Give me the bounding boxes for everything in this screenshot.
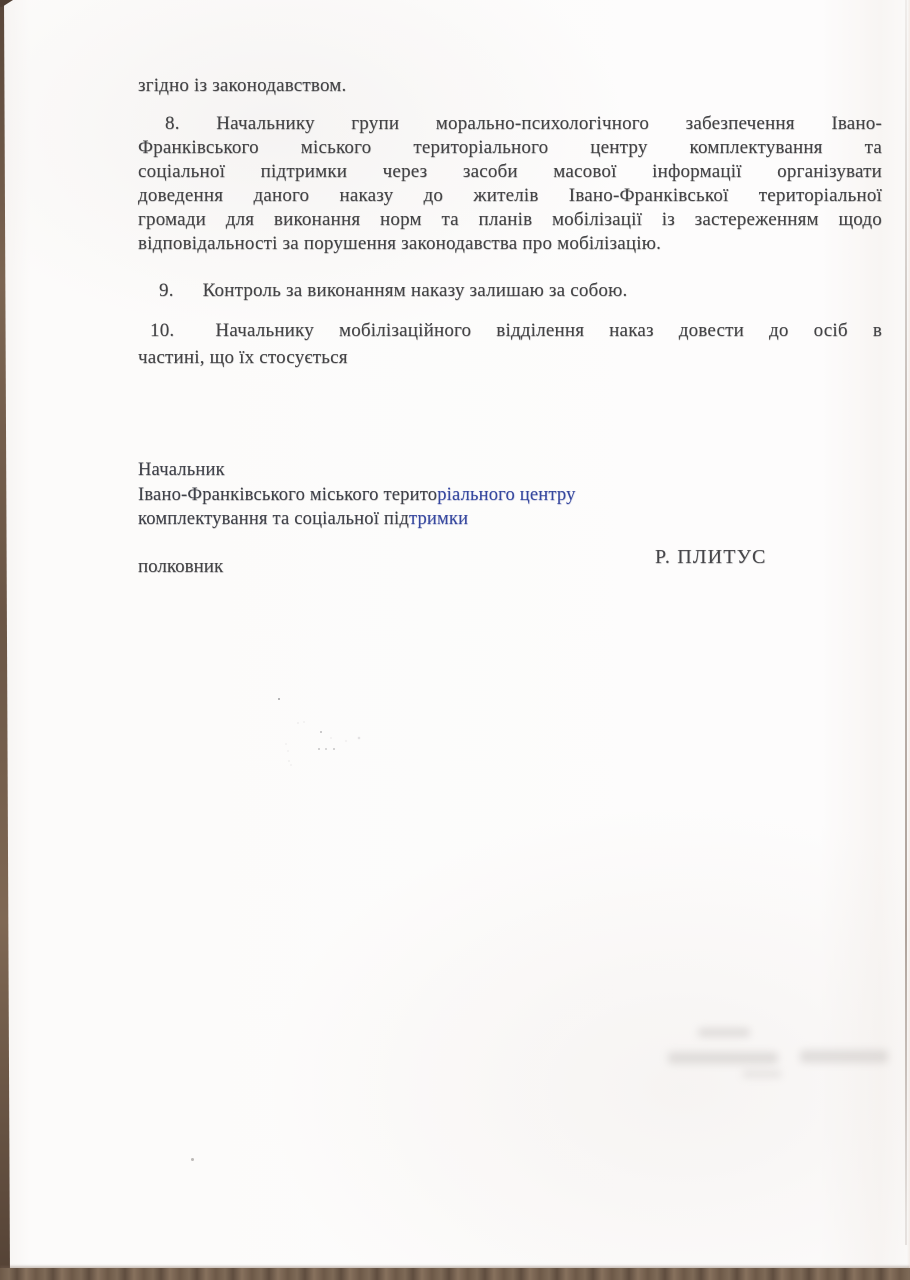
signature-title-text-blue: ріального центру: [437, 484, 576, 505]
paragraph-9: [138, 279, 903, 303]
ink-bleedthrough: [668, 1052, 778, 1064]
paragraph-8-line: відповідальності за порушення законодавства про мобілізацію.: [138, 233, 662, 254]
table-edge-left: [0, 0, 10, 1280]
paper-speck: [191, 1158, 194, 1161]
paragraph-10: [138, 317, 882, 371]
signature-title-text-blue: тримки: [408, 509, 469, 529]
ink-bleedthrough: [698, 1028, 750, 1037]
paragraph-8-line: соціальної підтримки через засоби масової інформації організувати: [138, 161, 882, 182]
signature-title-line: [138, 507, 882, 532]
paragraph-8: [138, 112, 882, 256]
signature-name: Р. ПЛИТУС: [655, 546, 767, 568]
paragraph-10-line: [138, 317, 882, 344]
signature-title-line: [138, 483, 882, 508]
signature-title-text: комплектування та соціальної під: [138, 509, 409, 529]
paragraph-8-line: Франківського міського територіального центру комплектування та: [138, 137, 882, 158]
paragraph-8-line: громади для виконання норм та планів мобілізації із застереженням щодо: [138, 209, 882, 230]
table-corner-mark: [0, 0, 13, 7]
paragraph-number: 10.: [150, 320, 175, 341]
paragraph-8-line: 8. Начальнику групи морально-психологічного забезпечення Івано-: [165, 113, 882, 134]
paragraph-text: Контроль за виконанням наказу залишаю за собою.: [202, 280, 628, 301]
paragraph-number: 9.: [159, 280, 174, 301]
pencil-smudge: [278, 698, 280, 700]
signature-rank: полковник: [138, 556, 224, 577]
table-edge-bottom: [0, 1268, 910, 1280]
paragraph-10-line: частині, що їх стосується: [138, 347, 348, 368]
paper-right-edge: [905, 0, 907, 1245]
signature-title-line: Начальник: [138, 460, 225, 480]
ink-bleedthrough: [742, 1070, 782, 1078]
paragraph-text: Начальнику мобілізаційного відділення наказ довести до осіб в: [215, 320, 882, 341]
intro-line: згідно із законодавством.: [138, 75, 347, 96]
ink-bleedthrough: [800, 1050, 888, 1063]
paragraph-8-line: доведення даного наказу до жителів Івано-Франківської територіальної: [138, 185, 882, 206]
signature-block: [138, 458, 882, 532]
signature-title-text: Івано-Франківського міського терито: [138, 484, 438, 505]
